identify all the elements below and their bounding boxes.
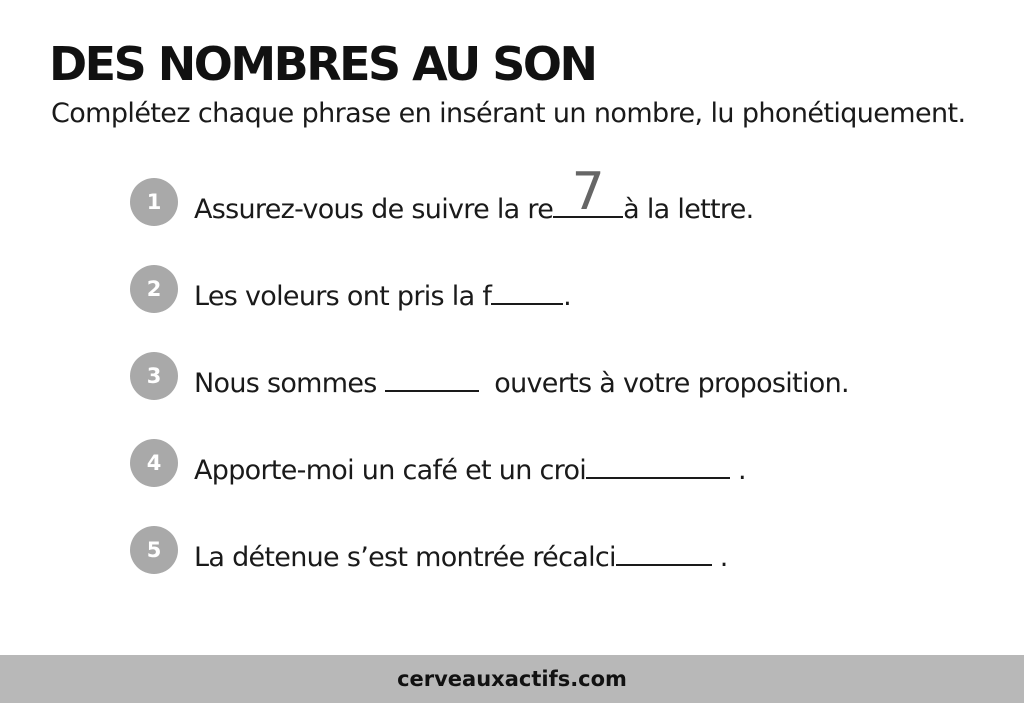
sentence-start: Nous sommes bbox=[194, 368, 385, 399]
item-number-badge: 2 bbox=[130, 265, 178, 313]
item-number-badge: 3 bbox=[130, 352, 178, 400]
answer-blank[interactable] bbox=[586, 451, 730, 479]
answer-blank[interactable] bbox=[491, 277, 563, 305]
footer-bar bbox=[0, 655, 1024, 703]
sentence-end: . bbox=[711, 542, 728, 573]
exercise-item-5 bbox=[130, 520, 1000, 580]
exercise-item-3 bbox=[130, 346, 1000, 406]
sentence-end: ouverts à votre proposition. bbox=[478, 368, 849, 399]
exercise-sentence bbox=[194, 162, 754, 228]
item-number-badge: 4 bbox=[130, 439, 178, 487]
exercise-item-2 bbox=[130, 259, 1000, 319]
sentence-end: à la lettre. bbox=[623, 194, 754, 225]
footer-website-link[interactable]: cerveauxactifs.com bbox=[397, 667, 627, 691]
sentence-start: Assurez-vous de suivre la re bbox=[194, 194, 554, 225]
sentence-end: . bbox=[563, 281, 572, 312]
answer-blank[interactable] bbox=[553, 162, 623, 222]
sentence-end: . bbox=[730, 455, 746, 486]
exercise-item-4 bbox=[130, 433, 1000, 493]
exercise-sentence bbox=[194, 451, 746, 489]
sentence-start: La détenue s’est montrée récalci bbox=[194, 542, 616, 573]
exercise-sentence bbox=[194, 277, 571, 315]
exercise-sentence bbox=[194, 538, 728, 576]
item-number-badge: 5 bbox=[130, 526, 178, 574]
page-title: DES NOMBRES AU SON bbox=[49, 37, 596, 91]
answer-text: 7 bbox=[571, 162, 605, 222]
exercise-item-1 bbox=[130, 162, 1000, 232]
answer-blank[interactable] bbox=[385, 364, 479, 392]
exercise-sentence bbox=[194, 364, 849, 402]
answer-blank[interactable] bbox=[616, 538, 712, 566]
item-number-badge: 1 bbox=[130, 178, 178, 226]
sentence-start: Les voleurs ont pris la f bbox=[194, 281, 492, 312]
sentence-start: Apporte-moi un café et un croi bbox=[194, 455, 587, 486]
instructions: Complétez chaque phrase en insérant un nombre, lu phonétiquement. bbox=[51, 98, 966, 129]
